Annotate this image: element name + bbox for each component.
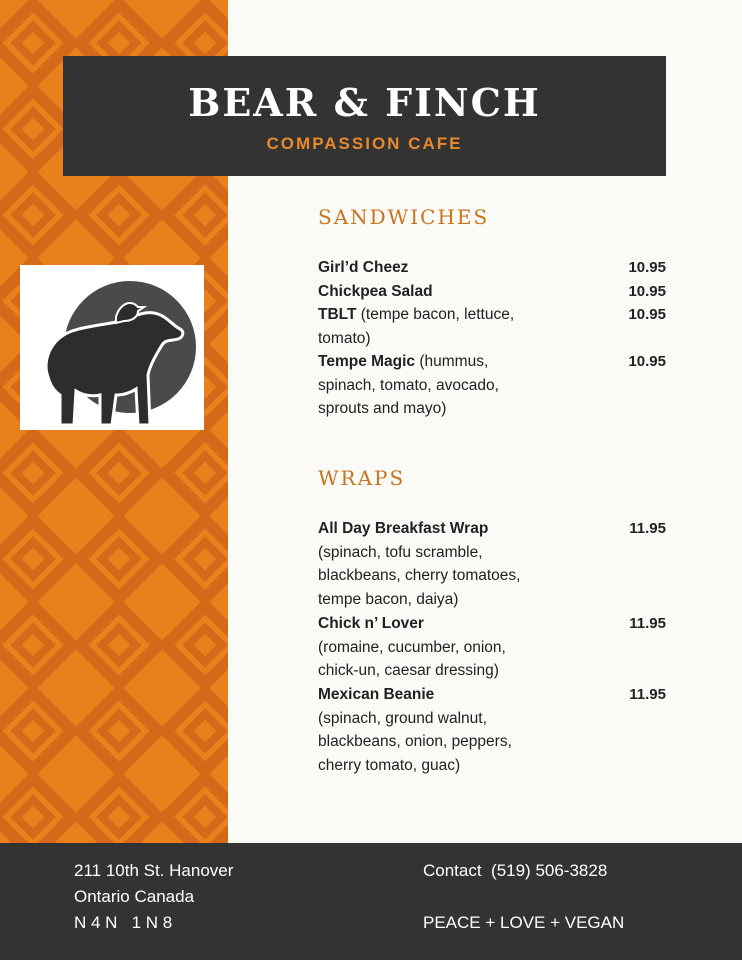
menu-item xyxy=(318,683,666,777)
menu-item-desc: (spinach, tofu scramble, xyxy=(318,543,483,561)
bear-and-finch-logo-icon xyxy=(20,265,204,430)
menu-item-price: 11.95 xyxy=(629,615,666,632)
menu-item-desc: (spinach, ground walnut, xyxy=(318,709,487,727)
menu-item-desc: cherry tomato, guac) xyxy=(318,756,461,774)
address-line-3: N 4 N 1 N 8 xyxy=(74,913,173,932)
menu-header xyxy=(63,56,666,176)
menu-item xyxy=(318,256,666,280)
menu-item-name: Girl’d Cheez xyxy=(318,259,409,276)
cafe-subtitle: COMPASSION CAFE xyxy=(266,134,463,153)
menu-item-name: TBLT xyxy=(318,306,357,323)
section-title-sandwiches: SANDWICHES xyxy=(318,205,490,229)
menu-item-desc: tomato) xyxy=(318,329,371,347)
menu-item xyxy=(318,517,666,611)
tagline: PEACE + LOVE + VEGAN xyxy=(423,913,625,932)
section-title-wraps: WRAPS xyxy=(318,466,406,490)
menu-item-name: Tempe Magic xyxy=(318,353,416,370)
menu-item-desc: blackbeans, cherry tomatoes, xyxy=(318,567,521,584)
menu-item-price: 11.95 xyxy=(629,686,666,703)
menu-item-price: 10.95 xyxy=(628,353,666,370)
menu-item-name: Chickpea Salad xyxy=(318,283,433,300)
menu-item-desc: (hummus, xyxy=(415,353,489,370)
menu-item-price: 10.95 xyxy=(628,259,666,276)
address-line-2: Ontario Canada xyxy=(74,887,195,906)
menu-item-price: 10.95 xyxy=(628,306,666,323)
menu-item-desc: sprouts and mayo) xyxy=(318,400,447,417)
menu-item-desc: (romaine, cucumber, onion, xyxy=(318,638,506,656)
menu-item xyxy=(318,303,666,350)
cafe-name: BEAR & FINCH xyxy=(188,80,541,125)
menu-item-price: 11.95 xyxy=(629,520,666,537)
address-line-1: 211 10th St. Hanover xyxy=(74,861,234,880)
menu-item-desc: chick-un, caesar dressing) xyxy=(318,662,499,679)
footer xyxy=(0,843,742,960)
menu-item-name: Mexican Beanie xyxy=(318,686,435,703)
menu-item-price: 10.95 xyxy=(628,283,666,300)
menu-item xyxy=(318,350,666,421)
logo xyxy=(20,265,204,430)
menu-item-desc: blackbeans, onion, peppers, xyxy=(318,733,512,750)
menu-item xyxy=(318,280,666,304)
menu-item-desc: spinach, tomato, avocado, xyxy=(318,376,499,394)
menu-item-name: Chick n’ Lover xyxy=(318,615,424,632)
menu-item-desc: (tempe bacon, lettuce, xyxy=(356,306,515,323)
menu-item xyxy=(318,612,666,683)
menu-item-desc: tempe bacon, daiya) xyxy=(318,590,459,608)
contact-phone: Contact (519) 506-3828 xyxy=(423,861,608,880)
menu-item-name: All Day Breakfast Wrap xyxy=(318,520,489,537)
